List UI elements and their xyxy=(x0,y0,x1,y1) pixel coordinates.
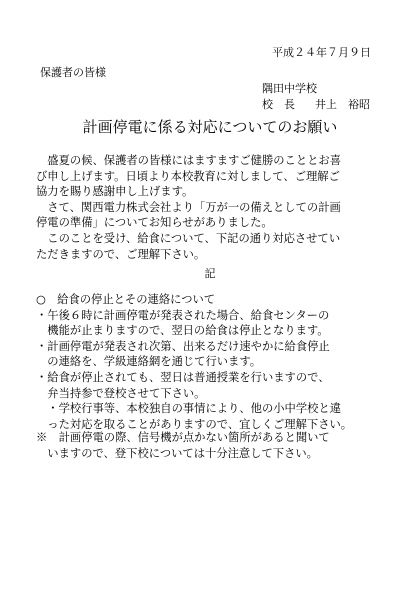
letter-date: 平成２４年７月９日 xyxy=(272,46,371,59)
lunch-section xyxy=(36,292,396,432)
intro-paragraphs xyxy=(36,153,396,262)
section-line: 弁当持参で登校させて下さい。 xyxy=(36,386,206,400)
sender-school: 隅田中学校 xyxy=(262,82,317,95)
section-line: った対応を取ることがありますので、宜しくご理解下さい。 xyxy=(36,417,353,431)
section-line: 機能が止まりますので、翌日の給食は停止となります。 xyxy=(36,324,329,338)
section-line: ・午後６時に計画停電が発表された場合、給食センターの xyxy=(36,308,330,322)
intro-line: 盛夏の候、保護者の皆様にはますますご健勝のこととお喜 xyxy=(36,154,342,167)
ki-heading: 記 xyxy=(204,267,216,280)
section-line: ・給食が停止されても、翌日は普通授業を行いますので、 xyxy=(36,370,330,384)
intro-line: 停電の準備」についてお知らせがありました。 xyxy=(36,216,273,230)
intro-line: 協力を賜り感謝申し上げます。 xyxy=(36,185,194,199)
safety-note xyxy=(36,430,396,461)
sender-role: 校 長 xyxy=(262,98,295,111)
section-line: の連絡を、学級連絡網を通じて行います。 xyxy=(36,355,262,369)
sender-line xyxy=(262,96,370,112)
intro-line: さて、関西電力株式会社より「万が一の備えとしての計画 xyxy=(36,200,341,214)
addressee: 保護者の皆様 xyxy=(40,66,106,79)
sender-name: 井上 裕昭 xyxy=(315,98,370,111)
section-line: ・学校行事等、本校独自の事情により、他の小中学校と違 xyxy=(36,402,342,416)
intro-line: このことを受け、給食について、下記の通り対応させてい xyxy=(36,231,341,245)
letter-title: 計画停電に係る対応についてのお願い xyxy=(82,118,338,136)
note-line: ※ 計画停電の際、信号機が点かない箇所があると聞いて xyxy=(36,431,330,444)
section-heading: ○ 給食の停止とその連絡について xyxy=(36,293,216,306)
intro-line: ただきますので、ご理解下さい。 xyxy=(36,247,206,261)
section-line: ・計画停電が発表され次第、出来るだけ速やかに給食停止 xyxy=(36,339,330,353)
note-line: いますので、登下校については十分注意して下さい。 xyxy=(36,446,318,460)
intro-line: び申し上げます。日頃より本校教育に対しまして、ご理解ご xyxy=(36,169,340,183)
